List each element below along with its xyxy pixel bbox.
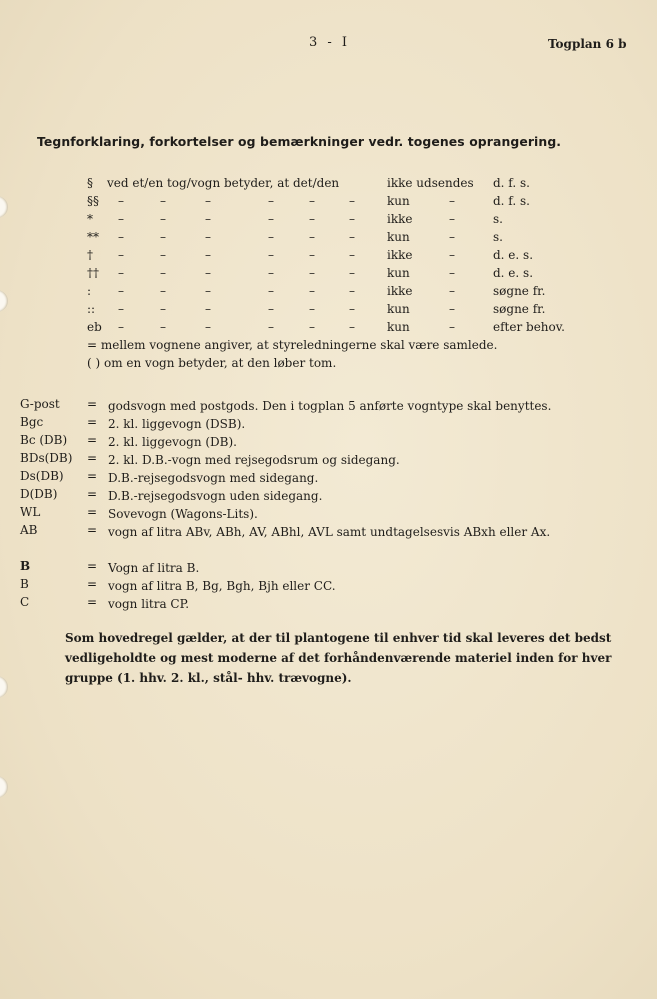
ditto-mark: – bbox=[205, 212, 211, 226]
ditto-mark: – bbox=[309, 320, 315, 334]
note-empty-run: ( ) om en vogn betyder, at den løber tom. bbox=[87, 356, 337, 370]
equals-sign: = bbox=[87, 433, 98, 447]
abbreviation: B bbox=[20, 559, 31, 573]
abbreviation: BDs(DB) bbox=[20, 451, 73, 465]
ditto-mark: – bbox=[118, 302, 124, 316]
symbol-code: søgne fr. bbox=[493, 302, 546, 316]
ditto-mark: – bbox=[449, 266, 455, 280]
ditto-mark: – bbox=[349, 302, 355, 316]
abbreviation: WL bbox=[20, 505, 41, 519]
ditto-mark: – bbox=[449, 212, 455, 226]
ditto-mark: – bbox=[268, 266, 274, 280]
ditto-mark: – bbox=[118, 248, 124, 262]
symbol-verb: ikke bbox=[387, 248, 413, 262]
punch-hole bbox=[0, 196, 8, 218]
abbreviation-definition: vogn af litra ABv, ABh, AV, ABhl, AVL samt undtagelsesvis ABxh eller Ax. bbox=[108, 525, 551, 539]
symbol: :: bbox=[87, 302, 96, 316]
ditto-mark: – bbox=[160, 194, 166, 208]
ditto-mark: – bbox=[309, 266, 315, 280]
symbol-verb: ikke bbox=[387, 212, 413, 226]
symbol: ** bbox=[87, 230, 99, 244]
ditto-mark: – bbox=[160, 212, 166, 226]
abbreviation: AB bbox=[20, 523, 38, 537]
abbreviation-definition: D.B.-rejsegodsvogn med sidegang. bbox=[108, 471, 319, 485]
ditto-mark: – bbox=[118, 194, 124, 208]
ditto-mark: – bbox=[118, 284, 124, 298]
abbreviation-definition: Sovevogn (Wagons-Lits). bbox=[108, 507, 258, 521]
abbreviation-definition: D.B.-rejsegodsvogn uden sidegang. bbox=[108, 489, 323, 503]
punch-hole bbox=[0, 676, 8, 698]
symbol-code: s. bbox=[493, 230, 503, 244]
ditto-mark: – bbox=[160, 320, 166, 334]
ditto-mark: – bbox=[205, 266, 211, 280]
note-coupling: = mellem vognene angiver, at styreledningerne skal være samlede. bbox=[87, 338, 498, 352]
symbol-code: d. e. s. bbox=[493, 266, 534, 280]
ditto-mark: – bbox=[118, 212, 124, 226]
ditto-mark: – bbox=[268, 230, 274, 244]
symbol-code: d. f. s. bbox=[493, 176, 530, 190]
ditto-mark: – bbox=[349, 230, 355, 244]
page-number: 3 - I bbox=[309, 35, 351, 50]
ditto-mark: – bbox=[349, 284, 355, 298]
symbol-verb: kun bbox=[387, 302, 410, 316]
abbreviation-definition: vogn litra CP. bbox=[108, 597, 190, 611]
ditto-mark: – bbox=[449, 284, 455, 298]
ditto-mark: – bbox=[118, 230, 124, 244]
symbol-verb: ikke udsendes bbox=[387, 176, 474, 190]
equals-sign: = bbox=[87, 523, 98, 537]
ditto-mark: – bbox=[205, 302, 211, 316]
ditto-mark: – bbox=[268, 194, 274, 208]
symbol: eb bbox=[87, 320, 102, 334]
ditto-mark: – bbox=[309, 302, 315, 316]
ditto-mark: – bbox=[309, 284, 315, 298]
ditto-mark: – bbox=[349, 248, 355, 262]
symbol-code: søgne fr. bbox=[493, 284, 546, 298]
symbol: †† bbox=[87, 266, 99, 280]
symbol-verb: kun bbox=[387, 230, 410, 244]
equals-sign: = bbox=[87, 505, 98, 519]
symbol-explanation: ved et/en tog/vogn betyder, at det/den bbox=[107, 176, 340, 190]
equals-sign: = bbox=[87, 469, 98, 483]
abbreviation-definition: 2. kl. D.B.-vogn med rejsegodsrum og sidegang. bbox=[108, 453, 400, 467]
ditto-mark: – bbox=[309, 230, 315, 244]
ditto-mark: – bbox=[160, 284, 166, 298]
equals-sign: = bbox=[87, 451, 98, 465]
ditto-mark: – bbox=[349, 320, 355, 334]
abbreviation: Bgc bbox=[20, 415, 44, 429]
ditto-mark: – bbox=[449, 230, 455, 244]
ditto-mark: – bbox=[309, 194, 315, 208]
symbol-verb: ikke bbox=[387, 284, 413, 298]
symbol: * bbox=[87, 212, 93, 226]
ditto-mark: – bbox=[160, 230, 166, 244]
ditto-mark: – bbox=[268, 302, 274, 316]
abbreviation-definition: 2. kl. liggevogn (DSB). bbox=[108, 417, 246, 431]
ditto-mark: – bbox=[349, 266, 355, 280]
ditto-mark: – bbox=[205, 248, 211, 262]
ditto-mark: – bbox=[268, 212, 274, 226]
equals-sign: = bbox=[87, 577, 98, 591]
abbreviation: B bbox=[20, 577, 29, 591]
general-rule-note: Som hovedregel gælder, at der til plantogene til enhver tid skal leveres det bedst vedligeholdte og mest moderne af det forhåndenværende materiel inden for hver gruppe (1. hhv. 2. kl., stål- hhv. trævogne). bbox=[65, 631, 612, 685]
ditto-mark: – bbox=[449, 194, 455, 208]
equals-sign: = bbox=[87, 487, 98, 501]
ditto-mark: – bbox=[309, 212, 315, 226]
abbreviation-definition: godsvogn med postgods. Den i togplan 5 anførte vogntype skal benyttes. bbox=[108, 399, 552, 413]
equals-sign: = bbox=[87, 595, 98, 609]
symbol-code: d. e. s. bbox=[493, 248, 534, 262]
ditto-mark: – bbox=[205, 194, 211, 208]
symbol-code: s. bbox=[493, 212, 503, 226]
equals-sign: = bbox=[87, 397, 98, 411]
symbol-code: efter behov. bbox=[493, 320, 565, 334]
ditto-mark: – bbox=[205, 320, 211, 334]
ditto-mark: – bbox=[118, 266, 124, 280]
abbreviation: Bc (DB) bbox=[20, 433, 68, 447]
ditto-mark: – bbox=[118, 320, 124, 334]
abbreviation: Ds(DB) bbox=[20, 469, 64, 483]
ditto-mark: – bbox=[160, 266, 166, 280]
abbreviation-definition: vogn af litra B, Bg, Bgh, Bjh eller CC. bbox=[108, 579, 336, 593]
punch-hole bbox=[0, 776, 8, 798]
abbreviation-definition: 2. kl. liggevogn (DB). bbox=[108, 435, 237, 449]
equals-sign: = bbox=[87, 415, 98, 429]
symbol: † bbox=[87, 248, 93, 262]
ditto-mark: – bbox=[160, 248, 166, 262]
punch-hole bbox=[0, 290, 8, 312]
symbol-verb: kun bbox=[387, 194, 410, 208]
ditto-mark: – bbox=[268, 248, 274, 262]
plan-reference: Togplan 6 b bbox=[548, 37, 627, 51]
ditto-mark: – bbox=[449, 302, 455, 316]
ditto-mark: – bbox=[268, 284, 274, 298]
abbreviation: C bbox=[20, 595, 30, 609]
symbol: : bbox=[87, 284, 92, 298]
symbol-verb: kun bbox=[387, 320, 410, 334]
ditto-mark: – bbox=[205, 284, 211, 298]
section-heading: Tegnforklaring, forkortelser og bemærkninger vedr. togenes oprangering. bbox=[37, 134, 562, 149]
abbreviation-definition: Vogn af litra B. bbox=[108, 561, 200, 575]
abbreviation: D(DB) bbox=[20, 487, 58, 501]
symbol: § bbox=[87, 176, 93, 190]
ditto-mark: – bbox=[205, 230, 211, 244]
symbol-code: d. f. s. bbox=[493, 194, 530, 208]
ditto-mark: – bbox=[449, 320, 455, 334]
abbreviation: G-post bbox=[20, 397, 60, 411]
ditto-mark: – bbox=[349, 212, 355, 226]
symbol: §§ bbox=[87, 194, 99, 208]
equals-sign: = bbox=[87, 559, 98, 573]
ditto-mark: – bbox=[449, 248, 455, 262]
ditto-mark: – bbox=[349, 194, 355, 208]
ditto-mark: – bbox=[309, 248, 315, 262]
ditto-mark: – bbox=[160, 302, 166, 316]
ditto-mark: – bbox=[268, 320, 274, 334]
symbol-verb: kun bbox=[387, 266, 410, 280]
